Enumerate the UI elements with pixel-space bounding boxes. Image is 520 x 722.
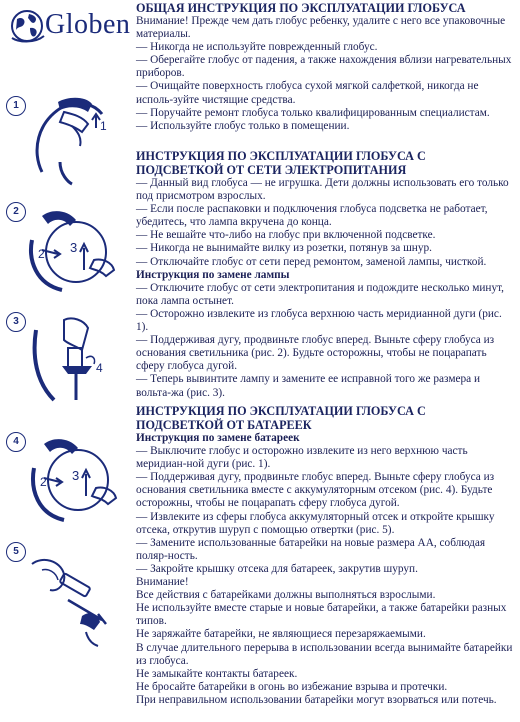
instruction-line: — Никогда не вынимайте вилку из розетки, потянув за шнур.	[136, 242, 432, 255]
warning-line: При неправильном использовании батарейки могут взорваться или потечь.	[136, 693, 497, 706]
instruction-line: — Поддерживая дугу, продвиньте глобус вперед. Выньте сферу глобуса из основания светильника (рис. 2). Будьте осторожны, чтобы не поцарапать сферу глобуса дугой.	[136, 334, 495, 373]
battery-globe-section	[136, 404, 516, 707]
instruction-line: Внимание! Прежде чем дать глобус ребенку, удалите с него все упаковочные материалы.	[136, 15, 506, 41]
warning-line: Не замыкайте контакты батареек.	[136, 667, 298, 680]
instruction-line: — Поручайте ремонт глобуса только квалифицированным специалистам.	[136, 106, 490, 119]
figure-3-number: 3	[6, 312, 26, 332]
section-1-title: ОБЩАЯ ИНСТРУКЦИЯ ПО ЭКСПЛУАТАЦИИ ГЛОБУСА	[136, 1, 466, 15]
instruction-line: — Извлеките из сферы глобуса аккумуляторный отсек и откройте крышку отсека, открутив шуруп с помощью отвертки (рис. 5).	[136, 510, 495, 536]
battery-replacement-subtitle: Инструкция по замене батареек	[136, 432, 300, 444]
svg-text:1: 1	[100, 119, 107, 133]
svg-text:4: 4	[96, 361, 103, 375]
brand-name: Globen	[45, 9, 131, 40]
instruction-line: — Закройте крышку отсека для батареек, закрутив шуруп.	[136, 562, 418, 575]
section-2-title: ИНСТРУКЦИЯ ПО ЭКСПЛУАТАЦИИ ГЛОБУСА С ПОДСВЕТКОЙ ОТ СЕТИ ЭЛЕКТРОПИТАНИЯ	[136, 149, 426, 177]
general-instructions-section	[136, 1, 516, 133]
warning-line: Все действия с батарейками должны выполняться взрослыми.	[136, 589, 436, 602]
figure-2-number: 2	[6, 202, 26, 222]
instruction-line: — Отключайте глобус от сети перед ремонтом, заменой лампы, чисткой.	[136, 255, 487, 268]
instruction-line: — Не вешайте что-либо на глобус при включенной подсветке.	[136, 229, 436, 242]
globe-logo-icon	[8, 6, 48, 46]
instruction-line: — Никогда не используйте поврежденный глобус.	[136, 41, 378, 54]
section-3-title: ИНСТРУКЦИЯ ПО ЭКСПЛУАТАЦИИ ГЛОБУСА С ПОДСВЕТКОЙ ОТ БАТАРЕЕК	[136, 404, 426, 432]
warning-line: Не заряжайте батарейки, не являющиеся перезаряжаемыми.	[136, 628, 426, 641]
figure-4-number: 4	[6, 432, 26, 452]
figure-1-illustration	[2, 92, 128, 192]
figure-5-illustration	[2, 540, 128, 650]
mains-globe-section	[136, 149, 516, 400]
instruction-line: — Замените использованные батарейки на новые размера АА, соблюдая поляр-ность.	[136, 536, 486, 562]
figure-1-number: 1	[6, 96, 26, 116]
instruction-line: — Используйте глобус только в помещении.	[136, 119, 350, 132]
svg-text:2: 2	[38, 247, 45, 261]
svg-text:3: 3	[72, 468, 80, 483]
instruction-line: — Осторожно извлеките из глобуса верхнюю часть меридианной дуги (рис. 1).	[136, 307, 502, 334]
warning-line: Не используйте вместе старые и новые батарейки, а также батарейки разных типов.	[136, 602, 507, 628]
instruction-line: — Если после распаковки и подключения глобуса подсветка не работает, убедитесь, что лампа вкручена до конца.	[136, 203, 488, 229]
warning-line: В случае длительного перерыва в использовании всегда вынимайте батарейки из глобуса.	[136, 641, 513, 667]
globen-logo	[8, 6, 131, 46]
figure-4-illustration	[2, 430, 128, 530]
svg-text:3: 3	[70, 240, 78, 255]
figure-5-number: 5	[6, 542, 26, 562]
warning-line: Не бросайте батарейки в огонь во избежание взрыва и протечки.	[136, 680, 448, 693]
figure-3-illustration	[2, 310, 128, 408]
instruction-line: — Отключите глобус от сети электропитания и подождите несколько минут, пока лампа остынет.	[136, 281, 505, 307]
instruction-line: — Данный вид глобуса — не игрушка. Дети должны использовать его только под присмотром взрослых.	[136, 177, 509, 203]
lamp-replacement-subtitle: Инструкция по замене лампы	[136, 268, 290, 281]
figure-2-illustration	[2, 200, 128, 300]
instruction-line: — Поддерживая дугу, продвиньте глобус вперед. Выньте сферу глобуса из основания светильника вместе с аккумуляторным отсеком (рис. 4). Будьте осторожны, чтобы не поцарапать сферу глобуса дугой.	[136, 471, 495, 510]
instruction-line: — Теперь вывинтите лампу и замените ее исправной того же размера и вольта-жа (рис. 3).	[136, 373, 481, 399]
warning-heading: Внимание!	[136, 576, 189, 589]
svg-text:2: 2	[40, 475, 47, 489]
instruction-line: — Оберегайте глобус от падения, а также нахождения вблизи нагревательных приборов.	[136, 54, 512, 80]
instruction-line: — Выключите глобус и осторожно извлеките из него верхнюю часть меридиан-ной дуги (рис. 1).	[136, 445, 468, 471]
instruction-line: — Очищайте поверхность глобуса сухой мягкой салфеткой, никогда не исполь-зуйте чистящие средства.	[136, 80, 479, 106]
